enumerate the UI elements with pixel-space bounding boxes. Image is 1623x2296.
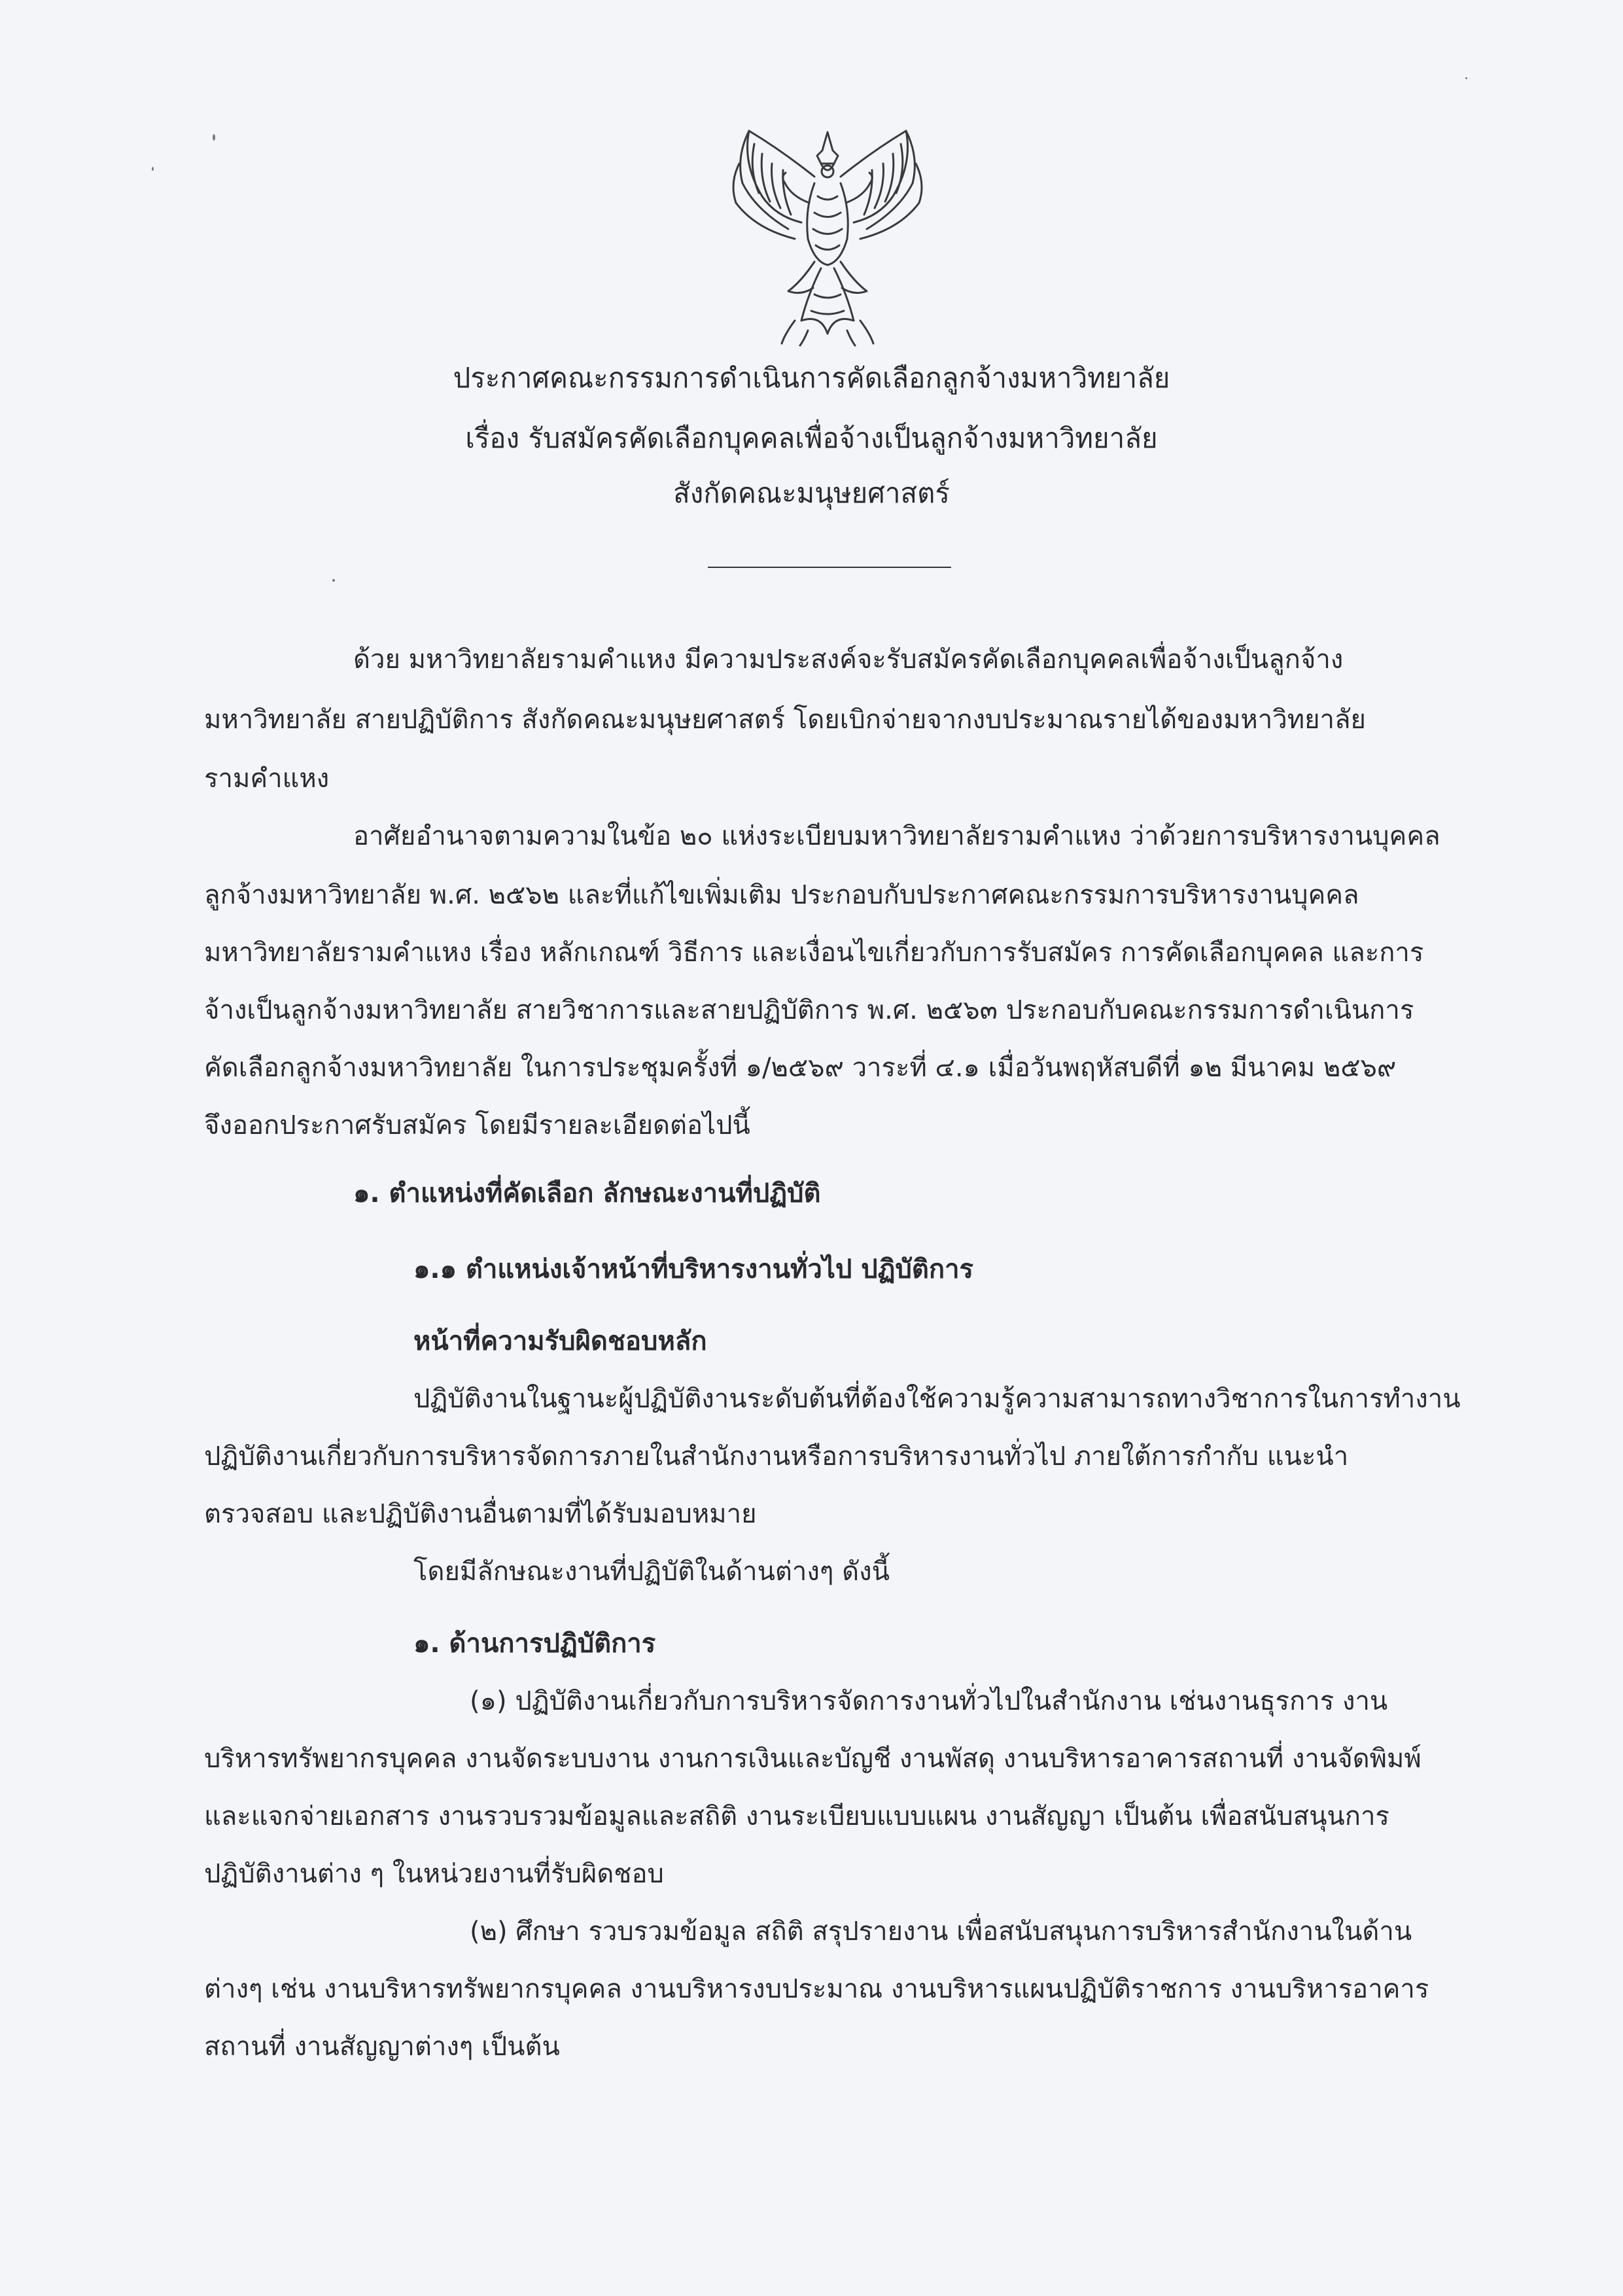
item-2-line: (๒) ศึกษา รวบรวมข้อมูล สถิติ สรุปรายงาน เพื่อสนับสนุนการบริหารสำนักงานในด้าน xyxy=(470,1916,1412,1947)
responsibilities-line: ปฏิบัติงานเกี่ยวกับการบริหารจัดการภายในสำนักงานหรือการบริหารงานทั่วไป ภายใต้การกำกับ แนะนำ xyxy=(204,1441,1349,1472)
item-1-line: บริหารทรัพยากรบุคคล งานจัดระบบงาน งานการเงินและบัญชี งานพัสดุ งานบริหารอาคารสถานที่ งานจัดพิมพ์ xyxy=(204,1744,1422,1774)
announcement-subject: เรื่อง รับสมัครคัดเลือกบุคคลเพื่อจ้างเป็นลูกจ้างมหาวิทยาลัย xyxy=(465,422,1158,454)
item-1-line: และแจกจ่ายเอกสาร งานรวบรวมข้อมูลและสถิติ งานระเบียบแบบแผน งานสัญญา เป็นต้น เพื่อสนับสนุนการ xyxy=(204,1801,1389,1831)
paragraph-1-line: มหาวิทยาลัย สายปฏิบัติการ สังกัดคณะมนุษยศาสตร์ โดยเบิกจ่ายจากงบประมาณรายได้ของมหาวิทยาลัย xyxy=(204,705,1366,735)
paragraph-2-line: จ้างเป็นลูกจ้างมหาวิทยาลัย สายวิชาการและสายปฏิบัติการ พ.ศ. ๒๕๖๓ ประกอบกับคณะกรรมการดำเนินการ xyxy=(204,995,1414,1025)
header-divider xyxy=(708,567,951,568)
paragraph-1-line: รามคำแหง xyxy=(204,764,330,794)
paragraph-2-line: มหาวิทยาลัยรามคำแหง เรื่อง หลักเกณฑ์ วิธีการ และเงื่อนไขเกี่ยวกับการรับสมัคร การคัดเลือกบุคคล และการ xyxy=(204,938,1424,968)
announcement-faculty: สังกัดคณะมนุษยศาสตร์ xyxy=(673,477,950,509)
announcement-title: ประกาศคณะกรรมการดำเนินการคัดเลือกลูกจ้างมหาวิทยาลัย xyxy=(453,362,1170,394)
operations-heading: ๑. ด้านการปฏิบัติการ xyxy=(413,1629,656,1659)
responsibilities-heading: หน้าที่ความรับผิดชอบหลัก xyxy=(413,1326,707,1356)
paragraph-1-line: ด้วย มหาวิทยาลัยรามคำแหง มีความประสงค์จะรับสมัครคัดเลือกบุคคลเพื่อจ้างเป็นลูกจ้าง xyxy=(353,645,1344,675)
responsibilities-line: โดยมีลักษณะงานที่ปฏิบัติในด้านต่างๆ ดังนี้ xyxy=(413,1557,890,1587)
responsibilities-line: ตรวจสอบ และปฏิบัติงานอื่นตามที่ได้รับมอบหมาย xyxy=(204,1499,757,1529)
section-1-heading: ๑. ตำแหน่งที่คัดเลือก ลักษณะงานที่ปฏิบัติ xyxy=(353,1178,821,1209)
paragraph-2-line: คัดเลือกลูกจ้างมหาวิทยาลัย ในการประชุมครั้งที่ ๑/๒๕๖๙ วาระที่ ๔.๑ เมื่อวันพฤหัสบดีที่ ๑๒ มีนาคม ๒๕๖๙ xyxy=(204,1053,1397,1083)
scan-speck xyxy=(332,579,335,582)
responsibilities-line: ปฏิบัติงานในฐานะผู้ปฏิบัติงานระดับต้นที่ต้องใช้ความรู้ความสามารถทางวิชาการในการทำงาน xyxy=(413,1384,1461,1414)
scan-speck xyxy=(152,167,154,171)
item-1-line: ปฏิบัติงานต่าง ๆ ในหน่วยงานที่รับผิดชอบ xyxy=(204,1859,664,1889)
scan-speck xyxy=(1465,77,1467,79)
item-2-line: ต่างๆ เช่น งานบริหารทรัพยากรบุคคล งานบริหารงบประมาณ งานบริหารแผนปฏิบัติราชการ งานบริหารอาคาร xyxy=(204,1974,1429,2004)
position-heading: ๑.๑ ตำแหน่งเจ้าหน้าที่บริหารงานทั่วไป ปฏิบัติการ xyxy=(413,1254,974,1284)
paragraph-2-line: อาศัยอำนาจตามความในข้อ ๒๐ แห่งระเบียบมหาวิทยาลัยรามคำแหง ว่าด้วยการบริหารงานบุคคล xyxy=(353,821,1440,851)
paragraph-2-line: จึงออกประกาศรับสมัคร โดยมีรายละเอียดต่อไปนี้ xyxy=(204,1110,750,1140)
item-1-line: (๑) ปฏิบัติงานเกี่ยวกับการบริหารจัดการงานทั่วไปในสำนักงาน เช่นงานธุรการ งาน xyxy=(470,1686,1388,1716)
item-2-line: สถานที่ งานสัญญาต่างๆ เป็นต้น xyxy=(204,2032,560,2062)
scan-speck xyxy=(213,134,215,141)
paragraph-2-line: ลูกจ้างมหาวิทยาลัย พ.ศ. ๒๕๖๒ และที่แก้ไขเพิ่มเติม ประกอบกับประกาศคณะกรรมการบริหารงานบุคคล xyxy=(204,880,1359,910)
garuda-emblem-icon xyxy=(723,124,932,347)
